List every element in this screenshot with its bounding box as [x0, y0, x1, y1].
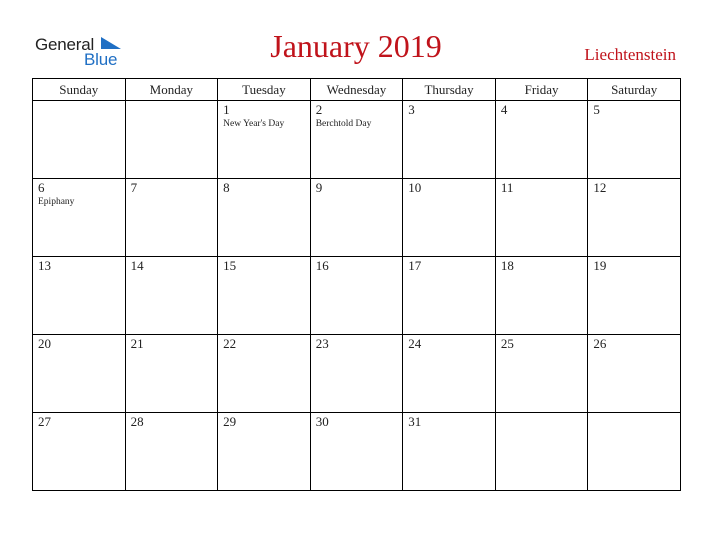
day-number: 16 [315, 258, 329, 273]
day-number [496, 413, 588, 415]
day-cell [310, 179, 403, 257]
day-cell [495, 101, 588, 179]
day-cell [125, 335, 218, 413]
day-cell [310, 101, 403, 179]
day-number: 25 [500, 336, 514, 351]
holiday-label: Epiphany [38, 197, 75, 207]
day-cell [403, 101, 496, 179]
day-cell [588, 413, 681, 491]
day-cell [218, 101, 311, 179]
week-row [33, 335, 681, 413]
weekday-header: Tuesday [218, 79, 311, 101]
day-number: 10 [408, 180, 422, 195]
day-cell [218, 335, 311, 413]
day-number [126, 101, 218, 103]
day-number: 1 [223, 102, 230, 117]
day-number: 4 [500, 102, 508, 117]
day-number: 17 [408, 258, 422, 273]
day-cell [588, 101, 681, 179]
holiday-label: Berchtold Day [315, 119, 372, 129]
day-cell [310, 413, 403, 491]
weekday-header: Saturday [588, 79, 681, 101]
day-cell [495, 413, 588, 491]
day-cell [310, 257, 403, 335]
day-number: 26 [593, 336, 607, 351]
day-cell [33, 179, 126, 257]
day-cell [588, 257, 681, 335]
day-number: 21 [130, 336, 144, 351]
day-number: 14 [130, 258, 144, 273]
day-number: 24 [408, 336, 422, 351]
day-number: 2 [315, 102, 323, 117]
day-number: 29 [223, 414, 237, 429]
day-cell [495, 257, 588, 335]
day-number: 23 [315, 336, 329, 351]
day-cell [310, 335, 403, 413]
day-cell [125, 179, 218, 257]
calendar-body [33, 101, 681, 491]
day-cell [495, 335, 588, 413]
day-cell [588, 335, 681, 413]
day-cell [218, 179, 311, 257]
day-cell [33, 101, 126, 179]
holiday-label: New Year's Day [223, 119, 285, 129]
day-cell [403, 179, 496, 257]
day-number: 9 [315, 180, 323, 195]
weekday-header: Monday [125, 79, 218, 101]
day-cell [495, 179, 588, 257]
day-cell [218, 413, 311, 491]
day-cell [125, 257, 218, 335]
week-row [33, 413, 681, 491]
day-cell [33, 335, 126, 413]
calendar-title: January 2019 [270, 28, 442, 64]
day-number: 11 [500, 180, 514, 195]
day-cell [403, 413, 496, 491]
weekday-header: Friday [495, 79, 588, 101]
day-number: 7 [130, 180, 138, 195]
day-number: 31 [408, 414, 422, 429]
day-cell [33, 257, 126, 335]
day-number: 30 [315, 414, 329, 429]
day-number: 15 [223, 258, 237, 273]
week-row [33, 257, 681, 335]
day-cell [403, 257, 496, 335]
day-cell [125, 101, 218, 179]
weekday-header-row [33, 79, 681, 101]
logo-text-general: General [35, 35, 95, 54]
day-cell [403, 335, 496, 413]
day-cell [125, 413, 218, 491]
country-label: Liechtenstein [584, 45, 676, 64]
day-number: 18 [500, 258, 514, 273]
day-cell [588, 179, 681, 257]
day-number: 12 [593, 180, 607, 195]
day-number [33, 101, 125, 103]
day-number: 22 [223, 336, 237, 351]
day-number: 5 [593, 102, 600, 117]
week-row [33, 101, 681, 179]
day-number: 27 [38, 414, 51, 429]
day-number [588, 413, 680, 415]
day-cell [218, 257, 311, 335]
calendar-grid [32, 78, 681, 491]
day-number: 3 [408, 102, 415, 117]
day-number: 19 [593, 258, 607, 273]
day-number: 28 [130, 414, 144, 429]
day-number: 20 [38, 336, 51, 351]
week-row [33, 179, 681, 257]
day-number: 8 [223, 180, 230, 195]
logo-text-blue: Blue [84, 50, 118, 69]
day-cell [33, 413, 126, 491]
weekday-header: Wednesday [310, 79, 403, 101]
weekday-header: Thursday [403, 79, 496, 101]
day-number: 13 [38, 258, 51, 273]
weekday-header: Sunday [33, 79, 126, 101]
day-number: 6 [38, 180, 45, 195]
